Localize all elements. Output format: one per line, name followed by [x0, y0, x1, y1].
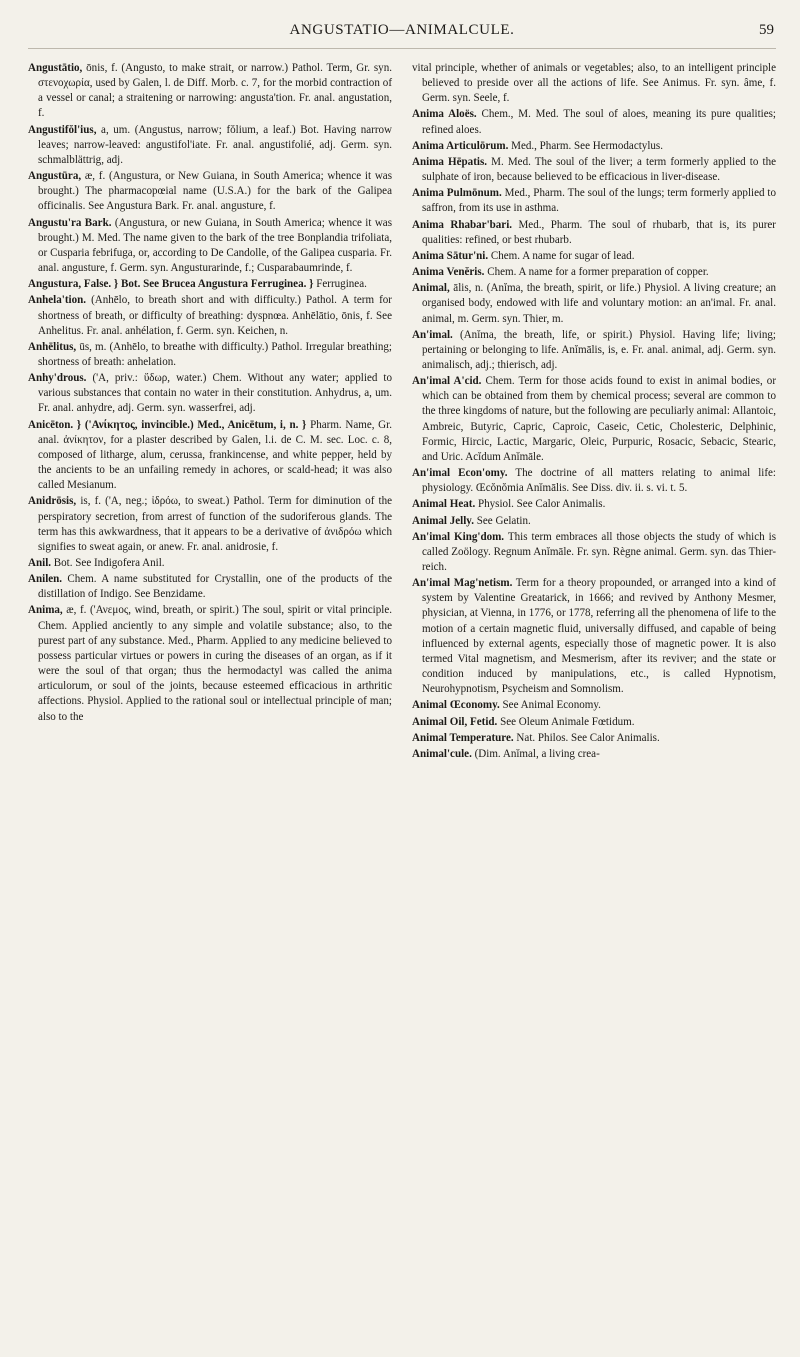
dictionary-entry [412, 249, 776, 264]
header-title: ANGUSTATIO—ANIMALCULE. [289, 22, 515, 38]
entry-definition: Physiol. See Calor Animalis. [475, 498, 606, 511]
dictionary-entry [412, 374, 776, 465]
entry-headword: An'imal. [412, 328, 453, 341]
entry-definition: æ, f. ('Ανεμος, wind, breath, or spirit.) The soul, spirit or vital principle. Chem. Applied anciently to any simple and volatile substance; also, to the purest part of any substance. Med., Pharm. Applied to any medicine believed to possess particular virtues or powers in curing the diseases of an organ, as if it were the soul of that organ; thus the hermodactyl was called the anima articulorum, or soul of the joints, because esteemed efficacious in arthritic affections. Physiol. Applied to the rational soul or intellectual principle of man; also to the [38, 604, 392, 723]
dictionary-entry [412, 139, 776, 154]
entry-definition: is, f. ('A, neg.; ἱδρόω, to sweat.) Pathol. Term for diminution of the perspiratory secretion, from arrest of function of the sudoriferous glands. The term has this awkwardness, that it appears to be a derivative of ἀνιδρόω which signifies to sweat again, or anew. Fr. anal. anidrosie, f. [38, 495, 392, 553]
entry-definition: Chem. A name for a former preparation of copper. [484, 266, 709, 279]
entry-headword: Animal Œconomy. [412, 699, 500, 712]
entry-headword: Animal Temperature. [412, 731, 514, 744]
entry-definition: Term for a theory propounded, or arranged into a kind of system by Valentine Greatarick, in 1666; and revived by Anthony Mesmer, physician, at Vienna, in 1776, or 1778, referring all the phenomena of life to the motion of a certain magnetic fluid, universally diffused, and capable of being influenced by external agents, especially those of magnetic power. It is also termed Vital magnetism, and Mesmerism, after its reviver; and the state or condition induced by manipulations, etc., is called Hypnotism, Neurohypnotism, Psycheism and Somnolism. [422, 577, 776, 696]
dictionary-entry [28, 61, 392, 122]
entry-headword: Anima Pulmōnum. [412, 187, 502, 200]
dictionary-entry [412, 731, 776, 746]
dictionary-entry [28, 371, 392, 416]
dictionary-entry [412, 281, 776, 326]
entry-headword: Anicēton. } ('Ανίκητος, invincible.) Med., Anicētum, i, n. } [28, 418, 307, 431]
dictionary-entry [28, 293, 392, 338]
entry-headword: Anima Aloës. [412, 108, 477, 121]
entry-definition: ('A, priv.: ὕδωρ, water.) Chem. Without any water; applied to various substances that contain no water in their constitution. Anhydrus, a, um. Fr. anal. anhydre, adj. Germ. syn. wasserfrei, adj. [38, 372, 392, 415]
entry-headword: An'imal A'cid. [412, 375, 482, 388]
entry-headword: An'imal Mag'netism. [412, 577, 513, 590]
entry-definition: ōnis, f. (Angusto, to make strait, or narrow.) Pathol. Term, Gr. syn. στενοχωρία, used by Galen, l. de Diff. Morb. c. 7, for the morbid contraction of a vessel or canal; a straitening or narrowing: angusta'tion. Fr. anal. angustation, f. [38, 62, 392, 120]
page-number: 59 [759, 22, 774, 38]
entry-definition: Nat. Philos. See Calor Animalis. [513, 731, 660, 744]
dictionary-entry [412, 715, 776, 730]
entry-definition: The doctrine of all matters relating to animal life: physiology. Œcŏnŏmia Anĭmālis. See Diss. div. ii. s. vi. t. 5. [422, 467, 776, 495]
dictionary-entry [28, 418, 392, 494]
entry-definition: Chem. Term for those acids found to exist in animal bodies, or which can be obtained from them by chemical process; several are common to the three kingdoms of nature, but the following are peculiarly animal: Allantoic, Ambreic, Butyric, Capric, Caproic, Caseic, Cetic, Cholesteric, Delphinic, Formic, Hircic, Lactic, Margaric, Oleic, Purpuric, Rosacic, Sebacic, Stearic, and Uric. Acĭdum Anĭmāle. [422, 375, 776, 463]
dictionary-entry [412, 514, 776, 529]
entry-definition: vital principle, whether of animals or vegetables; also, to an intelligent principle believed to preside over all the actions of life. See Animus. Fr. syn. âme, f. Germ. syn. Seele, f. [412, 62, 776, 105]
entry-headword: Anima Hēpatis. [412, 155, 488, 168]
running-header [28, 18, 776, 49]
entry-definition: This term embraces all those objects the study of which is called Zoölogy. Regnum Anĭmāle. Fr. syn. Règne animal. Germ. syn. das Thier-reich. [422, 530, 776, 573]
dictionary-entry [412, 186, 776, 216]
entry-definition: See Oleum Animale Fœtidum. [497, 715, 635, 728]
dictionary-entry [412, 576, 776, 697]
entry-headword: Anhy'drous. [28, 372, 87, 385]
entry-headword: Anima Articulōrum. [412, 139, 509, 152]
dictionary-entry [28, 277, 392, 292]
entry-definition: æ, f. (Angustura, or New Guiana, in South America; whence it was brought.) The pharmacopœial name (U.S.A.) for the bark of the Galipea officinalis. See Angustura Bark. Fr. anal. angusture, f. [38, 170, 392, 213]
entry-definition: Pharm. Name, Gr. anal. ἀνίκητον, for a plaster described by Galen, l.i. de C. M. sec. Loc. c. 8, composed of litharge, alum, cerussa, frankincense, and white pepper, held by the ancients to be an unfailing remedy in achores, or scald-head; it was also called Mesianum. [38, 418, 392, 492]
dictionary-entry [28, 572, 392, 602]
entry-definition: Med., Pharm. The soul of rhubarb, that is, its purer qualities: refined, or best rhubarb. [422, 218, 776, 246]
entry-headword: Anima Venĕris. [412, 266, 485, 279]
dictionary-entry [412, 466, 776, 496]
entry-headword: Animal'cule. [412, 747, 472, 760]
entry-definition: (Dim. Anĭmal, a living crea- [471, 747, 600, 760]
dictionary-entry [28, 340, 392, 370]
dictionary-entry [28, 169, 392, 214]
dictionary-entry [28, 216, 392, 277]
entry-headword: Anima, [28, 604, 63, 617]
columns [28, 61, 776, 763]
entry-definition: See Gelatin. [474, 514, 531, 527]
entry-headword: Animal, [412, 282, 450, 295]
entry-headword: Anima Sātur'ni. [412, 249, 489, 262]
dictionary-entry [412, 218, 776, 248]
entry-headword: Angustura, False. } Bot. See Brucea Angustura Ferruginea. } [28, 278, 314, 291]
entry-headword: Angustifŏl'ius, [28, 123, 97, 136]
dictionary-entry [28, 123, 392, 168]
entry-definition: a, um. (Angustus, narrow; fŏlium, a leaf.) Bot. Having narrow leaves; narrow-leaved: angustifol'iate. Fr. anal. angustifolié, adj. Germ. syn. schmalblättrig, adj. [38, 123, 392, 166]
entry-definition: Med., Pharm. The soul of the lungs; term formerly applied to saffron, from its use in asthma. [422, 187, 776, 215]
entry-definition: Med., Pharm. See Hermodactylus. [508, 139, 663, 152]
dictionary-entry [412, 328, 776, 373]
entry-definition: ālis, n. (Anĭma, the breath, spirit, or life.) Physiol. A living creature; an organised body, endowed with life and voluntary motion: an an'imal. Fr. anal. animal, m. Germ. syn. Thier, m. [422, 282, 776, 325]
entry-definition: (Anĭma, the breath, life, or spirit.) Physiol. Having life; living; pertaining or belonging to life. Anĭmālis, is, e. Fr. anal. animal, adj. Germ. syn. animalisch, adj.; thierisch, adj. [422, 328, 776, 371]
dictionary-entry [412, 497, 776, 512]
dictionary-entry [412, 155, 776, 185]
entry-definition: Chem., M. Med. The soul of aloes, meaning its pure qualities; refined aloes. [422, 108, 776, 136]
dictionary-entry [28, 556, 392, 571]
entry-definition: See Animal Economy. [499, 699, 601, 712]
dictionary-entry [412, 530, 776, 575]
entry-headword: Animal Oil, Fetid. [412, 715, 498, 728]
entry-definition: (Anhēlo, to breath short and with difficulty.) Pathol. A term for shortness of breath, or difficulty of breathing: dyspnœa. Anhēlātio, ōnis, f. See Anhelitus. Fr. anal. anhélation, f. Germ. syn. Keichen, n. [38, 294, 392, 337]
left-column [28, 61, 392, 763]
entry-headword: Anhēlitus, [28, 340, 77, 353]
entry-definition: Ferruginea. [313, 278, 367, 291]
dictionary-entry [28, 494, 392, 555]
entry-headword: Anil. [28, 557, 52, 569]
dictionary-entry [412, 265, 776, 280]
entry-definition: Chem. A name substituted for Crystallin, one of the products of the distillation of Indigo. See Benzidame. [38, 573, 392, 601]
dictionary-entry [412, 747, 776, 762]
entry-headword: Anilen. [28, 573, 63, 586]
entry-headword: Angustu'ra Bark. [28, 216, 112, 229]
dictionary-entry [28, 603, 392, 724]
entry-headword: Angustūra, [28, 170, 82, 183]
entry-headword: Anidrōsis, [28, 495, 77, 508]
entry-definition: ūs, m. (Anhēlo, to breathe with difficulty.) Pathol. Irregular breathing; shortness of breath: anhelation. [38, 340, 392, 368]
entry-definition: Chem. A name for sugar of lead. [488, 249, 635, 262]
entry-headword: Animal Heat. [412, 498, 476, 511]
entry-headword: An'imal Econ'omy. [412, 467, 508, 480]
dictionary-entry [412, 107, 776, 137]
entry-headword: Animal Jelly. [412, 514, 474, 527]
entry-headword: Anhela'tion. [28, 294, 87, 307]
entry-definition: Bot. See Indigofera Anil. [51, 557, 165, 569]
entry-headword: Anima Rhabar'bari. [412, 218, 513, 231]
entry-definition: M. Med. The soul of the liver; a term formerly applied to the sulphate of iron, because believed to be efficacious in liver-disease. [422, 155, 776, 184]
right-column [412, 61, 776, 763]
entry-headword: An'imal King'dom. [412, 530, 505, 543]
entry-definition: (Angustura, or new Guiana, in South America; whence it was brought.) M. Med. The name given to the bark of the tree Bonplandia trifoliata, or Cusparia febrifuga, or, according to De Candolle, of the Galipea cusparia. Fr. anal. angusture, f. Germ. syn. Angusturarinde, f.; Cusparabaumrinde, f. [38, 216, 392, 275]
dictionary-entry [412, 698, 776, 713]
dictionary-entry [412, 61, 776, 106]
entry-headword: Angustātio, [28, 62, 83, 74]
